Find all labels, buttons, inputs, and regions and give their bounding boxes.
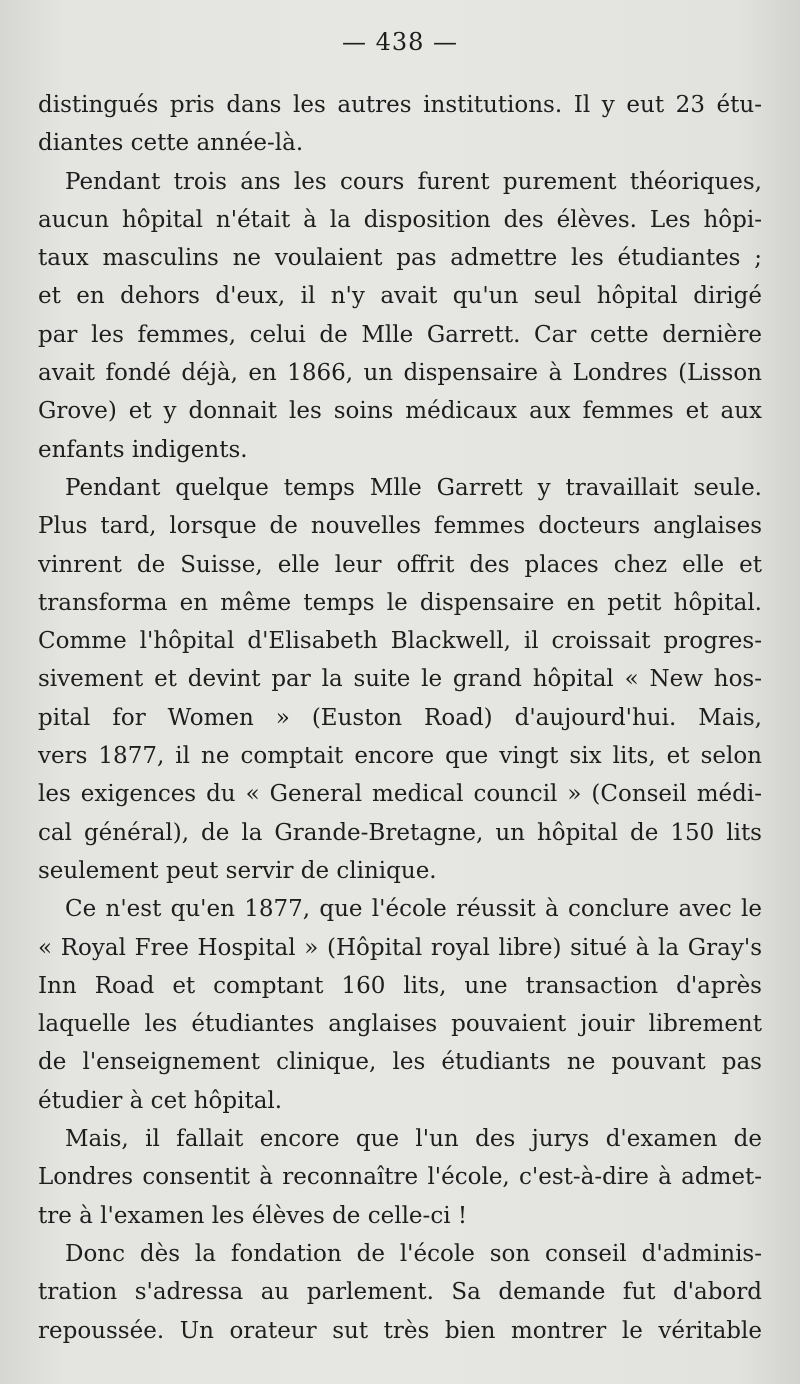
text-line: étudier à cet hôpital. (38, 1087, 283, 1114)
text-line: Donc dès la fondation de l'école son conseil d'adminis- (65, 1240, 762, 1267)
text-line: laquelle les étudiantes anglaises pouvaient jouir librement (38, 1011, 762, 1038)
text-line: Ce n'est qu'en 1877, que l'école réussit à conclure avec le (65, 896, 762, 923)
text-line: tration s'adressa au parlement. Sa demande fut d'abord (38, 1279, 762, 1306)
text-line: vinrent de Suisse, elle leur offrit des places chez elle et (38, 551, 762, 578)
text-line: avait fondé déjà, en 1866, un dispensaire à Londres (Lisson (38, 360, 762, 387)
text-line: les exigences du « General medical council » (Conseil médi- (38, 781, 762, 808)
text-line: seulement peut servir de clinique. (38, 857, 437, 884)
page-number: — 438 — (341, 28, 459, 56)
text-line: Londres consentit à reconnaître l'école, c'est-à-dire à admet- (38, 1164, 762, 1191)
body-text (38, 86, 762, 1350)
text-line: Comme l'hôpital d'Elisabeth Blackwell, il croissait progres- (38, 628, 762, 655)
text-line: Mais, il fallait encore que l'un des jurys d'examen de (65, 1126, 762, 1153)
text-line: Pendant quelque temps Mlle Garrett y travaillait seule. (65, 474, 762, 501)
text-line: et en dehors d'eux, il n'y avait qu'un seul hôpital dirigé (38, 283, 762, 310)
text-line: diantes cette année-là. (38, 130, 304, 157)
text-line: « Royal Free Hospital » (Hôpital royal libre) situé à la Gray's (38, 934, 762, 961)
text-line: distingués pris dans les autres institutions. Il y eut 23 étu- (38, 92, 762, 118)
text-line: repoussée. Un orateur sut très bien montrer le véritable (38, 1317, 762, 1344)
text-line: aucun hôpital n'était à la disposition des élèves. Les hôpi- (38, 206, 762, 233)
text-line: vers 1877, il ne comptait encore que vingt six lits, et selon (38, 743, 762, 770)
text-line: tre à l'examen les élèves de celle-ci ! (38, 1202, 468, 1229)
text-line: cal général), de la Grande-Bretagne, un hôpital de 150 lits (38, 819, 762, 846)
text-line: Inn Road et comptant 160 lits, une transaction d'après (38, 972, 762, 999)
text-line: Pendant trois ans les cours furent purement théoriques, (65, 168, 762, 195)
text-line: par les femmes, celui de Mlle Garrett. Car cette dernière (38, 321, 762, 348)
text-line: enfants indigents. (38, 436, 248, 463)
text-line: de l'enseignement clinique, les étudiants ne pouvant pas (38, 1049, 762, 1076)
text-line: sivement et devint par la suite le grand hôpital « New hos- (38, 666, 762, 693)
text-line: transforma en même temps le dispensaire en petit hôpital. (38, 589, 762, 616)
text-line: Grove) et y donnait les soins médicaux aux femmes et aux (38, 398, 762, 425)
text-line: taux masculins ne voulaient pas admettre les étudiantes ; (38, 245, 762, 272)
text-line: Plus tard, lorsque de nouvelles femmes docteurs anglaises (38, 513, 762, 540)
text-line: pital for Women » (Euston Road) d'aujourd'hui. Mais, (38, 704, 762, 731)
